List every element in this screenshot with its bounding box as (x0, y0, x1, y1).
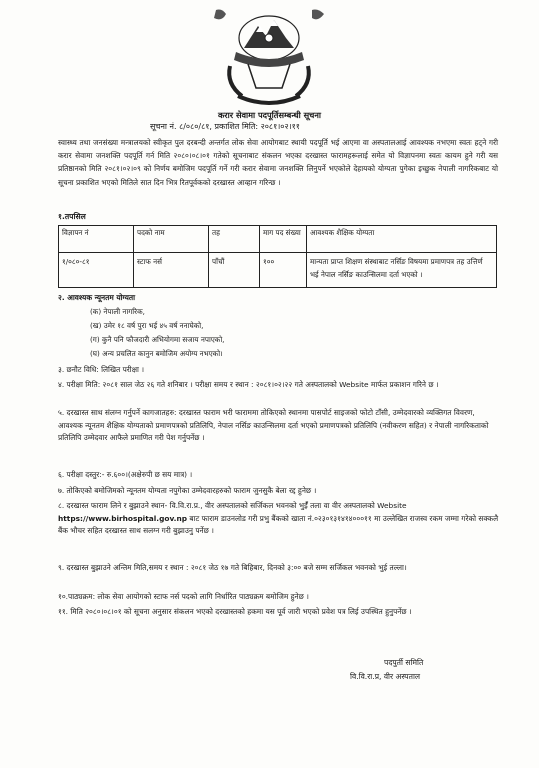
vacancy-table (58, 225, 497, 288)
cell-qualification: मान्यता प्राप्त शिक्षण संस्थाबाट नर्सिङ विषयमा प्रमाणपत्र तह उत्तिर्ण भई नेपाल नर्सिङ काउन्सिलमा दर्ता भएको । (307, 253, 497, 288)
section-8 (58, 500, 500, 538)
cell-post: स्टाफ नर्स (134, 253, 209, 288)
section-2-title: २. आवश्यक न्यूनतम योग्यता (58, 293, 136, 302)
table-header-row (59, 226, 497, 253)
cell-level: पाँचौं (209, 253, 260, 288)
qualification-item: (घ) अन्य प्रचलित कानुन बमोजिम अयोग्य नभएको। (90, 349, 223, 358)
cell-ad-no: १/०८०-८१ (59, 253, 134, 288)
signature-hospital: वि.वि.रा.प्र, वीर अस्पताल (350, 672, 421, 681)
cell-count: १०० (260, 253, 307, 288)
section-5: ५. दरखास्त साथ संलग्न गर्नुपर्ने कागजातहरु: दरखास्त फाराम भरी फाराममा तोकिएको स्थानमा पासपोर्ट साइजको फोटो टाँसी, उम्मेदवारको व्यक्तिगत विवरण, आवश्यक न्यूनतम शैक्षिक योग्यताको प्रमाणपत्रको प्रतिलिपि, नेपाल नर्सिङ काउन्सिलमा दर्ता भएको प्रमाणपत्रको प्रतिलिपि (नवीकरण सहित) र नेपाली नागरिकताको प्रतिलिपि उम्मेदवार आफैले प्रमाणित गरी पेश गर्नुपर्नेछ । (58, 408, 489, 442)
section-1-title: १.तपसिल (58, 212, 86, 221)
qualification-item: (ख) उमेर १८ वर्ष पुरा भई ४५ वर्ष ननाघेको, (90, 321, 204, 330)
col-header-level: तह (209, 226, 260, 253)
table-row (59, 253, 497, 288)
section-8-text-b: बाट फाराम डाउनलोड गरी प्रभु बैंकको खाता नं.०२३०१३१४१४०००११ मा उल्लेखित राजस्व रकम जम्मा गरेको सक्कलै बैंक भौचर सहित दरखास्त साथ सलग्न गरी बुझाउनु पर्नेछ । (58, 513, 499, 535)
col-header-count: माग पद संख्या (260, 226, 307, 253)
col-header-qualification: आवश्यक शैक्षिक योग्यता (307, 226, 497, 253)
qualification-item: (क) नेपाली नागरिक, (90, 307, 145, 316)
col-header-post: पदको नाम (134, 226, 209, 253)
nepal-government-emblem-icon (208, 4, 330, 112)
signature-committee: पदपुर्ती समिति (384, 658, 424, 667)
section-6: ६. परीक्षा दस्तुर:- रु.६००।(अक्षेरुपी छ सय मात्र) । (58, 470, 193, 479)
col-header-ad-no: विज्ञापन नं (59, 226, 134, 253)
section-3: ३. छनौट विधि: लिखित परीक्षा । (58, 365, 145, 374)
notice-number: सूचना नं. ८/०८०/८१, प्रकाशित मिति: २०८१।०२।११ (150, 122, 300, 131)
hospital-website-link[interactable]: https://www.birhospital.gov.np (58, 513, 188, 523)
section-7: ७. तोकिएको बमोजिमको न्यूनतम योग्यता नपुगेका उम्मेदवारहरुको फाराम जुनसुकै बेला रद्द हुनेछ । (58, 486, 317, 495)
section-10: १०.पाठ्यक्रम: लोक सेवा आयोगको स्टाफ नर्स पदको लागि निर्धारित पाठ्यक्रम बमोजिम हुनेछ । (58, 592, 309, 601)
qualification-item: (ग) कुनै पनि फौजदारी अभियोगमा सजाय नपाएको, (90, 335, 225, 344)
section-9: ९. दरखास्त बुझाउने अन्तिम मिति,समय र स्थान : २०८१ जेठ १७ गते बिहिबार, दिनको ३:०० बजे सम्म सर्जिकल भवनको भुई तल्ला। (58, 563, 407, 572)
section-8-text-a: ८. दरखास्त फाराम लिने र बुझाउने स्थान- वि.वि.रा.प्र., वीर अस्पतालको सर्जिकल भवनको भुईँ तला वा वीर अस्पतालको Website (58, 501, 407, 510)
section-11: ११. मिति २०८०।०८।०१ को सूचना अनुसार संकलन भएको दरखास्तको हकमा यस पूर्व जारी भएको प्रवेश पत्र लिई उपस्थित हुनुपर्नेछ । (58, 607, 412, 616)
notice-heading: करार सेवामा पदपूर्तिसम्बन्धी सूचना (217, 110, 321, 120)
section-4: ४. परीक्षा मिति: २०८१ साल जेठ २६ गते शनिबार । परीक्षा समय र स्थान : २०८१।०२।२२ गते अस्पतालको Website मार्फत प्रकाशन गरिने छ । (58, 380, 439, 389)
intro-paragraph: स्वास्थ्य तथा जनसंख्या मन्त्रालयको स्वीकृत पुल दरबन्दी अन्तर्गत लोक सेवा आयोगबाट स्थायी पदपूर्ति भई आएमा वा अस्पतालआई आवश्यक नभएमा स्वतः हट्ने गरी करार सेवामा जनशक्ति पदपूर्ति गर्न मिति २०८०।०८।०१ गतेको सूचनाबाट संकलन भएका दरखास्त फारामहरूलाई समेत यो विज्ञापनमा स्वतः कायम हुने गरी यस प्रतिष्ठानको मिति २०८१।०२।०९ को निर्णय बमोजिम पदपूर्ति गर्ने गरी करार सेवामा जनशक्ति लिनुपर्ने भएकोले देहायको योग्यता पुगेका इच्छुक नेपाली नागरिकबाट यो सूचना प्रकाशित भएको मितिले सात दिन भित्र रितपूर्वकको दरखास्त आव्हान गरिन्छ । (58, 138, 498, 187)
